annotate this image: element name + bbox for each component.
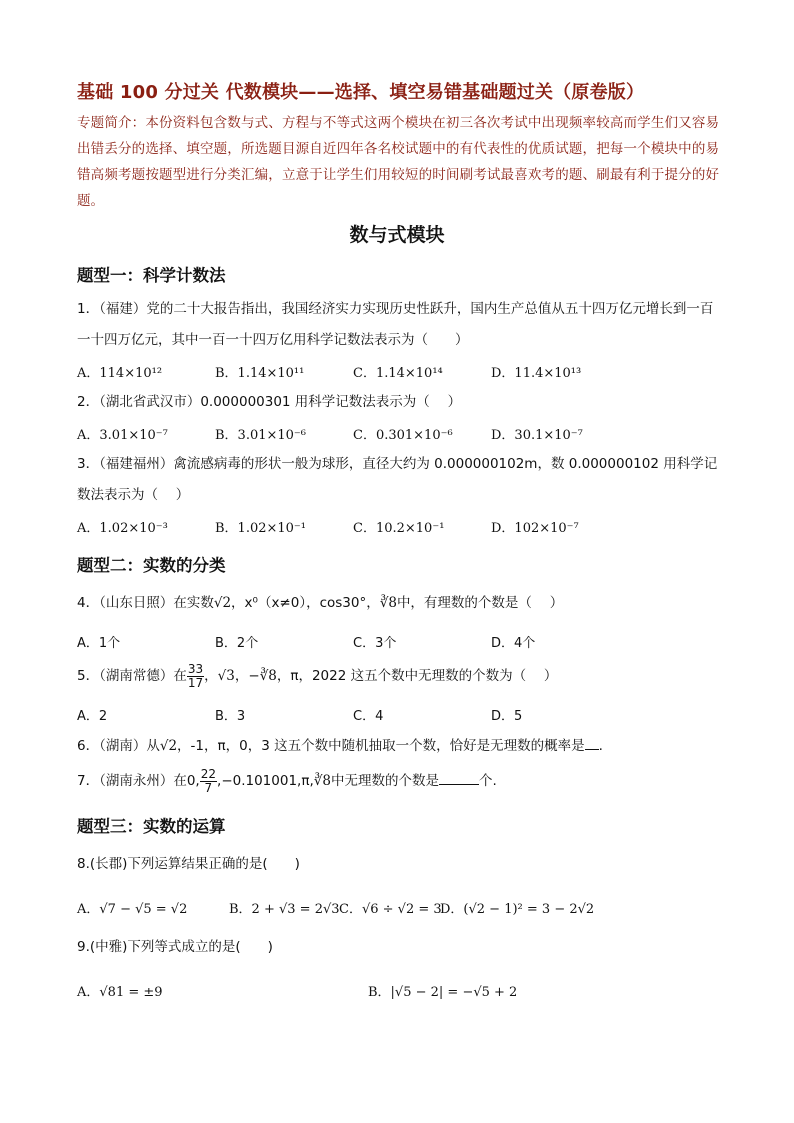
option-c: C．√6 ÷ √2 = 3 bbox=[339, 902, 442, 917]
question-3: 3．（福建福州）禽流感病毒的形状一般为球形，直径大约为 0.000000102m，数 0.000000102 用科学记数法表示为（ ） bbox=[77, 456, 718, 503]
question-4 bbox=[77, 588, 719, 619]
question-4-tail: 中，有理数的个数是（ ） bbox=[396, 595, 564, 611]
question-7-tail: 中无理数的个数是 bbox=[330, 773, 439, 789]
question-9-options bbox=[77, 981, 719, 1003]
question-6-tail: ，-1，π，0，3 这五个数中随机抽取一个数，恰好是无理数的概率是 bbox=[177, 738, 585, 754]
answer-blank bbox=[439, 770, 479, 785]
question-6-text: 6．（湖南）从 bbox=[77, 738, 160, 754]
intro-paragraph: 专题简介：本份资料包含数与式、方程与不等式这两个模块在初三各次考试中出现频率较高而学生们又容易出错丢分的选择、填空题，所选题目源自近四年各名校试题中的有代表性的优质试题，把每一个模块中的易错高频考题按题型进行分类汇编，立意于让学生们用较短的时间刷考试最喜欢考的题、刷最有利于提分的好题。 bbox=[77, 115, 719, 209]
question-5: 5．（湖南常德）在 $\frac{33}{17}$ ，√3，−∛8，π，2022 这五个数中无理数的个数为（ ） bbox=[77, 661, 558, 690]
x0-term: x⁰（x≠0），cos30°， bbox=[244, 595, 380, 611]
numerator: 33 bbox=[187, 661, 204, 676]
fraction-33-17 bbox=[187, 663, 204, 690]
separator: ， bbox=[231, 595, 245, 611]
question-5-text: 5．（湖南常德）在 bbox=[77, 668, 187, 684]
section-heading: 题型三：实数的运算 bbox=[77, 817, 226, 836]
question-7-text: 7．（湖南永州）在 bbox=[77, 773, 187, 789]
question-8-options bbox=[77, 898, 719, 920]
question-7-end: 个. bbox=[478, 773, 497, 789]
option-b: B．3.01×10⁻⁶ bbox=[215, 428, 307, 443]
option-a: A．√7 − √5 = √2 bbox=[77, 902, 188, 917]
option-b: B．|√5 − 2| = −√5 + 2 bbox=[368, 985, 518, 1000]
numerator: 22 bbox=[200, 766, 217, 781]
question-7: 7．（湖南永州）在0, $\frac{22}{7}$ ,−0.101001,π,∛8中无理数的个数是 个. bbox=[77, 766, 497, 795]
denominator: 17 bbox=[187, 675, 204, 690]
question-6: 6．（湖南）从√2，-1，π，0，3 这五个数中随机抽取一个数，恰好是无理数的概率是 . bbox=[77, 731, 719, 762]
option-d: D．102×10⁻⁷ bbox=[491, 521, 579, 536]
option-c: C．10.2×10⁻¹ bbox=[353, 521, 445, 536]
option-a: A．√81 = ±9 bbox=[77, 985, 163, 1000]
section-heading: 题型一：科学计数法 bbox=[77, 266, 226, 285]
question-5-options bbox=[77, 705, 719, 727]
option-a: A．1个 bbox=[77, 636, 121, 651]
question-2-options bbox=[77, 424, 719, 446]
numbers-list: −0.101001,π, bbox=[221, 773, 314, 789]
option-c: C．1.14×10¹⁴ bbox=[353, 366, 443, 381]
option-b: B．2个 bbox=[215, 636, 259, 651]
cbrt8: ∛8 bbox=[313, 773, 331, 789]
document-title: 基础 100 分过关 代数模块——选择、填空易错基础题过关（原卷版） bbox=[77, 82, 645, 103]
option-d: D．11.4×10¹³ bbox=[491, 366, 582, 381]
question-9: 9.(中雅)下列等式成立的是( ) bbox=[77, 939, 273, 955]
module-title: 数与式模块 bbox=[349, 224, 445, 246]
option-d: D．5 bbox=[491, 709, 523, 724]
question-4-options bbox=[77, 632, 719, 654]
sqrt3: √3 bbox=[217, 668, 235, 684]
sqrt2: √2 bbox=[213, 595, 232, 611]
option-b: B．1.14×10¹¹ bbox=[215, 366, 305, 381]
answer-blank bbox=[585, 735, 599, 750]
option-c: C．4 bbox=[353, 709, 384, 724]
option-c: C．0.301×10⁻⁶ bbox=[353, 428, 453, 443]
question-2: 2．（湖北省武汉市）0.000000301 用科学记数法表示为（ ） bbox=[77, 394, 462, 410]
neg-cbrt8: −∛8 bbox=[248, 668, 277, 684]
question-3-options bbox=[77, 517, 719, 539]
question-4-text: 4．（山东日照）在实数 bbox=[77, 595, 214, 611]
section-heading: 题型二：实数的分类 bbox=[77, 556, 226, 575]
option-a: A．114×10¹² bbox=[77, 366, 163, 381]
option-b: B．3 bbox=[215, 709, 246, 724]
option-a: A．3.01×10⁻⁷ bbox=[77, 428, 168, 443]
option-d: D．4个 bbox=[491, 636, 536, 651]
question-8: 8.(长郡)下列运算结果正确的是( ) bbox=[77, 856, 300, 872]
question-1: 1．（福建）党的二十大报告指出，我国经济实力实现历史性跃升，国内生产总值从五十四万亿元增长到一百一十四万亿元，其中一百一十四万亿用科学记数法表示为（ ） bbox=[77, 301, 714, 348]
option-c: C．3个 bbox=[353, 636, 397, 651]
option-d: D．(√2 − 1)² = 3 − 2√2 bbox=[440, 902, 595, 917]
option-d: D．30.1×10⁻⁷ bbox=[491, 428, 583, 443]
option-a: A．1.02×10⁻³ bbox=[77, 521, 168, 536]
option-b: B．1.02×10⁻¹ bbox=[215, 521, 307, 536]
option-a: A．2 bbox=[77, 709, 108, 724]
option-b: B．2 + √3 = 2√3 bbox=[229, 902, 340, 917]
denominator: 7 bbox=[204, 780, 213, 795]
fraction-22-7 bbox=[200, 768, 217, 795]
question-5-tail: ，π，2022 这五个数中无理数的个数为（ ） bbox=[276, 668, 558, 684]
cbrt8: ∛8 bbox=[379, 595, 397, 611]
question-1-options bbox=[77, 362, 719, 384]
zero: 0, bbox=[186, 773, 200, 789]
sqrt2: √2 bbox=[159, 738, 178, 754]
